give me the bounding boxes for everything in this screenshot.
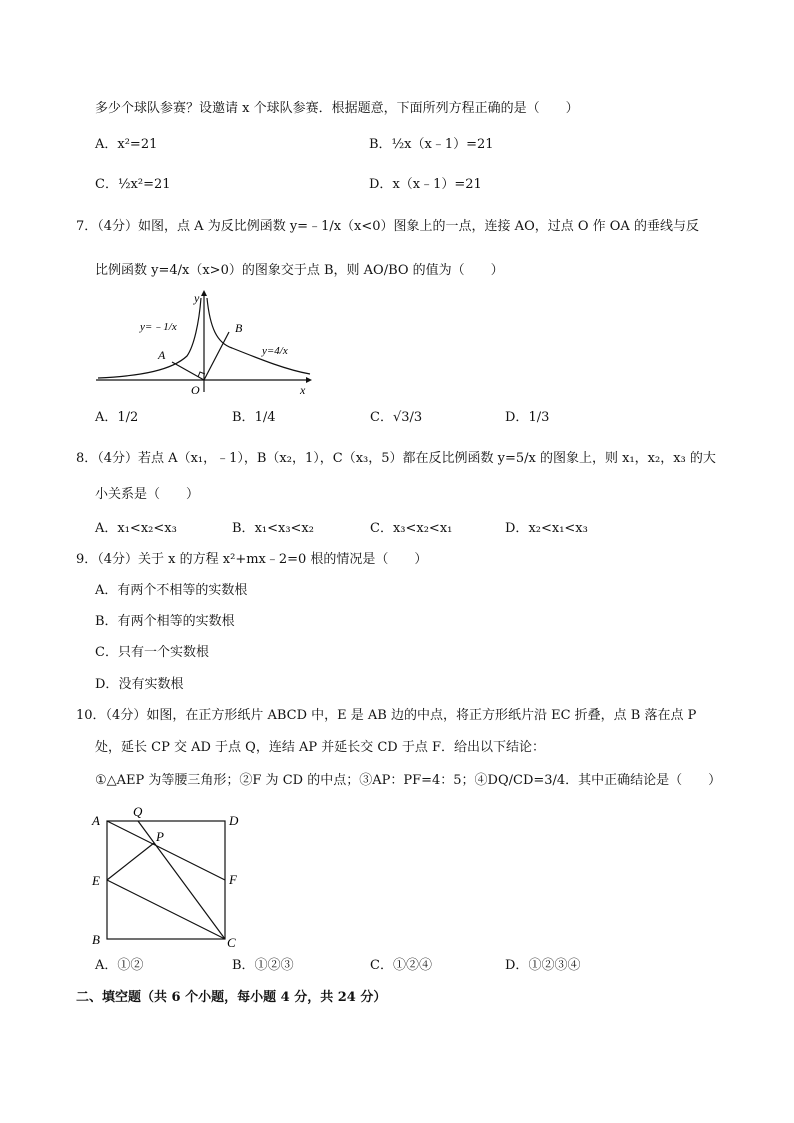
q9-stem: 9．（4分）关于 x 的方程 x²+mx﹣2=0 根的情况是（ ）: [76, 552, 428, 567]
q6-option-d[interactable]: D．x（x﹣1）=21: [369, 177, 482, 192]
q7-stem-line1: 7．（4分）如图，点 A 为反比例函数 y=﹣1/x（x<0）图象上的一点，连接 AO，过点 O 作 OA 的垂线与反: [76, 219, 699, 234]
q7-label-curve-left: y=﹣1/x: [140, 321, 177, 333]
q9-option-c[interactable]: C．只有一个实数根: [95, 645, 209, 660]
q10-segment-AF: [107, 821, 225, 880]
q8-option-b[interactable]: B．x₁<x₃<x₂: [232, 521, 314, 536]
q9-option-d[interactable]: D．没有实数根: [95, 677, 184, 692]
q6-option-b[interactable]: B．½x（x﹣1）=21: [369, 137, 494, 152]
q7-curve-left: [98, 298, 201, 378]
q7-label-x: x: [300, 383, 306, 396]
q7-stem-line2: 比例函数 y=4/x（x>0）的图象交于点 B，则 AO/BO 的值为（ ）: [95, 263, 504, 278]
q10-option-a[interactable]: A．①②: [95, 958, 144, 973]
q10-square: [107, 821, 225, 939]
q8-stem-line1: 8．（4分）若点 A（x₁，﹣1），B（x₂，1），C（x₃，5）都在反比例函数 y=5/x 的图象上，则 x₁，x₂，x₃ 的大: [76, 451, 716, 466]
q10-segment-EP: [107, 843, 154, 880]
q10-stem-line2: 处，延长 CP 交 AD 于点 Q，连结 AP 并延长交 CD 于点 F．给出以下结论：: [95, 740, 546, 755]
q7-label-A: A: [158, 348, 166, 362]
q9-option-b[interactable]: B．有两个相等的实数根: [95, 614, 235, 629]
q10-label-D: D: [229, 813, 239, 828]
q9-number: 9．（4分）: [76, 552, 139, 567]
q10-option-c[interactable]: C．①②④: [370, 958, 432, 973]
q7-label-y: y: [194, 291, 200, 305]
q7-label-origin: O: [191, 383, 200, 396]
q6-stem-tail: 多少个球队参赛？设邀请 x 个球队参赛．根据题意，下面所列方程正确的是（ ）: [95, 101, 579, 116]
q8-option-d[interactable]: D．x₂<x₁<x₃: [505, 521, 588, 536]
q7-number: 7．（4分）: [76, 219, 139, 234]
q10-segment-QC: [138, 821, 225, 939]
q10-option-b[interactable]: B．①②③: [232, 958, 294, 973]
q7-label-curve-right: y=4/x: [262, 345, 288, 357]
q10-label-A: A: [92, 813, 100, 828]
q10-segment-EC: [107, 880, 225, 939]
q7-figure: [92, 288, 320, 396]
q10-label-Q: Q: [133, 805, 143, 819]
q8-stem-line2: 小关系是（ ）: [95, 487, 200, 502]
q9-option-a[interactable]: A．有两个不相等的实数根: [95, 583, 248, 598]
q7-option-d[interactable]: D．1/3: [505, 410, 550, 425]
q7-segment-OB: [204, 332, 229, 380]
q6-option-a[interactable]: A．x²=21: [95, 137, 158, 152]
q7-option-a[interactable]: A．1/2: [95, 410, 139, 425]
q8-option-c[interactable]: C．x₃<x₂<x₁: [370, 521, 453, 536]
q10-stem-line3: ①△AEP 为等腰三角形；②F 为 CD 的中点；③AP：PF=4：5；④DQ/CD=3/4．其中正确结论是（ ）: [95, 773, 722, 788]
q7-label-B: B: [235, 321, 243, 335]
q7-option-b[interactable]: B．1/4: [232, 410, 276, 425]
q10-label-E: E: [92, 873, 100, 888]
q10-figure: [88, 805, 248, 951]
q7-segment-AO: [172, 362, 204, 380]
q6-option-c[interactable]: C．½x²=21: [95, 177, 171, 192]
q7-option-c[interactable]: C．√3/3: [370, 410, 423, 425]
q8-option-a[interactable]: A．x₁<x₂<x₃: [95, 521, 177, 536]
q10-label-F: F: [229, 872, 237, 887]
q8-number: 8．（4分）: [76, 451, 139, 466]
q7-curve-right: [207, 298, 310, 374]
q10-label-B: B: [92, 932, 100, 947]
q10-stem-line1: 10．（4分）如图，在正方形纸片 ABCD 中，E 是 AB 边的中点，将正方形纸片沿 EC 折叠，点 B 落在点 P: [76, 708, 697, 723]
section2-title: 二、填空题（共 6 个小题，每小题 4 分，共 24 分）: [76, 990, 387, 1005]
q10-number: 10．（4分）: [76, 708, 147, 723]
q10-option-d[interactable]: D．①②③④: [505, 958, 581, 973]
q10-label-P: P: [156, 829, 164, 844]
q10-label-C: C: [227, 935, 236, 950]
